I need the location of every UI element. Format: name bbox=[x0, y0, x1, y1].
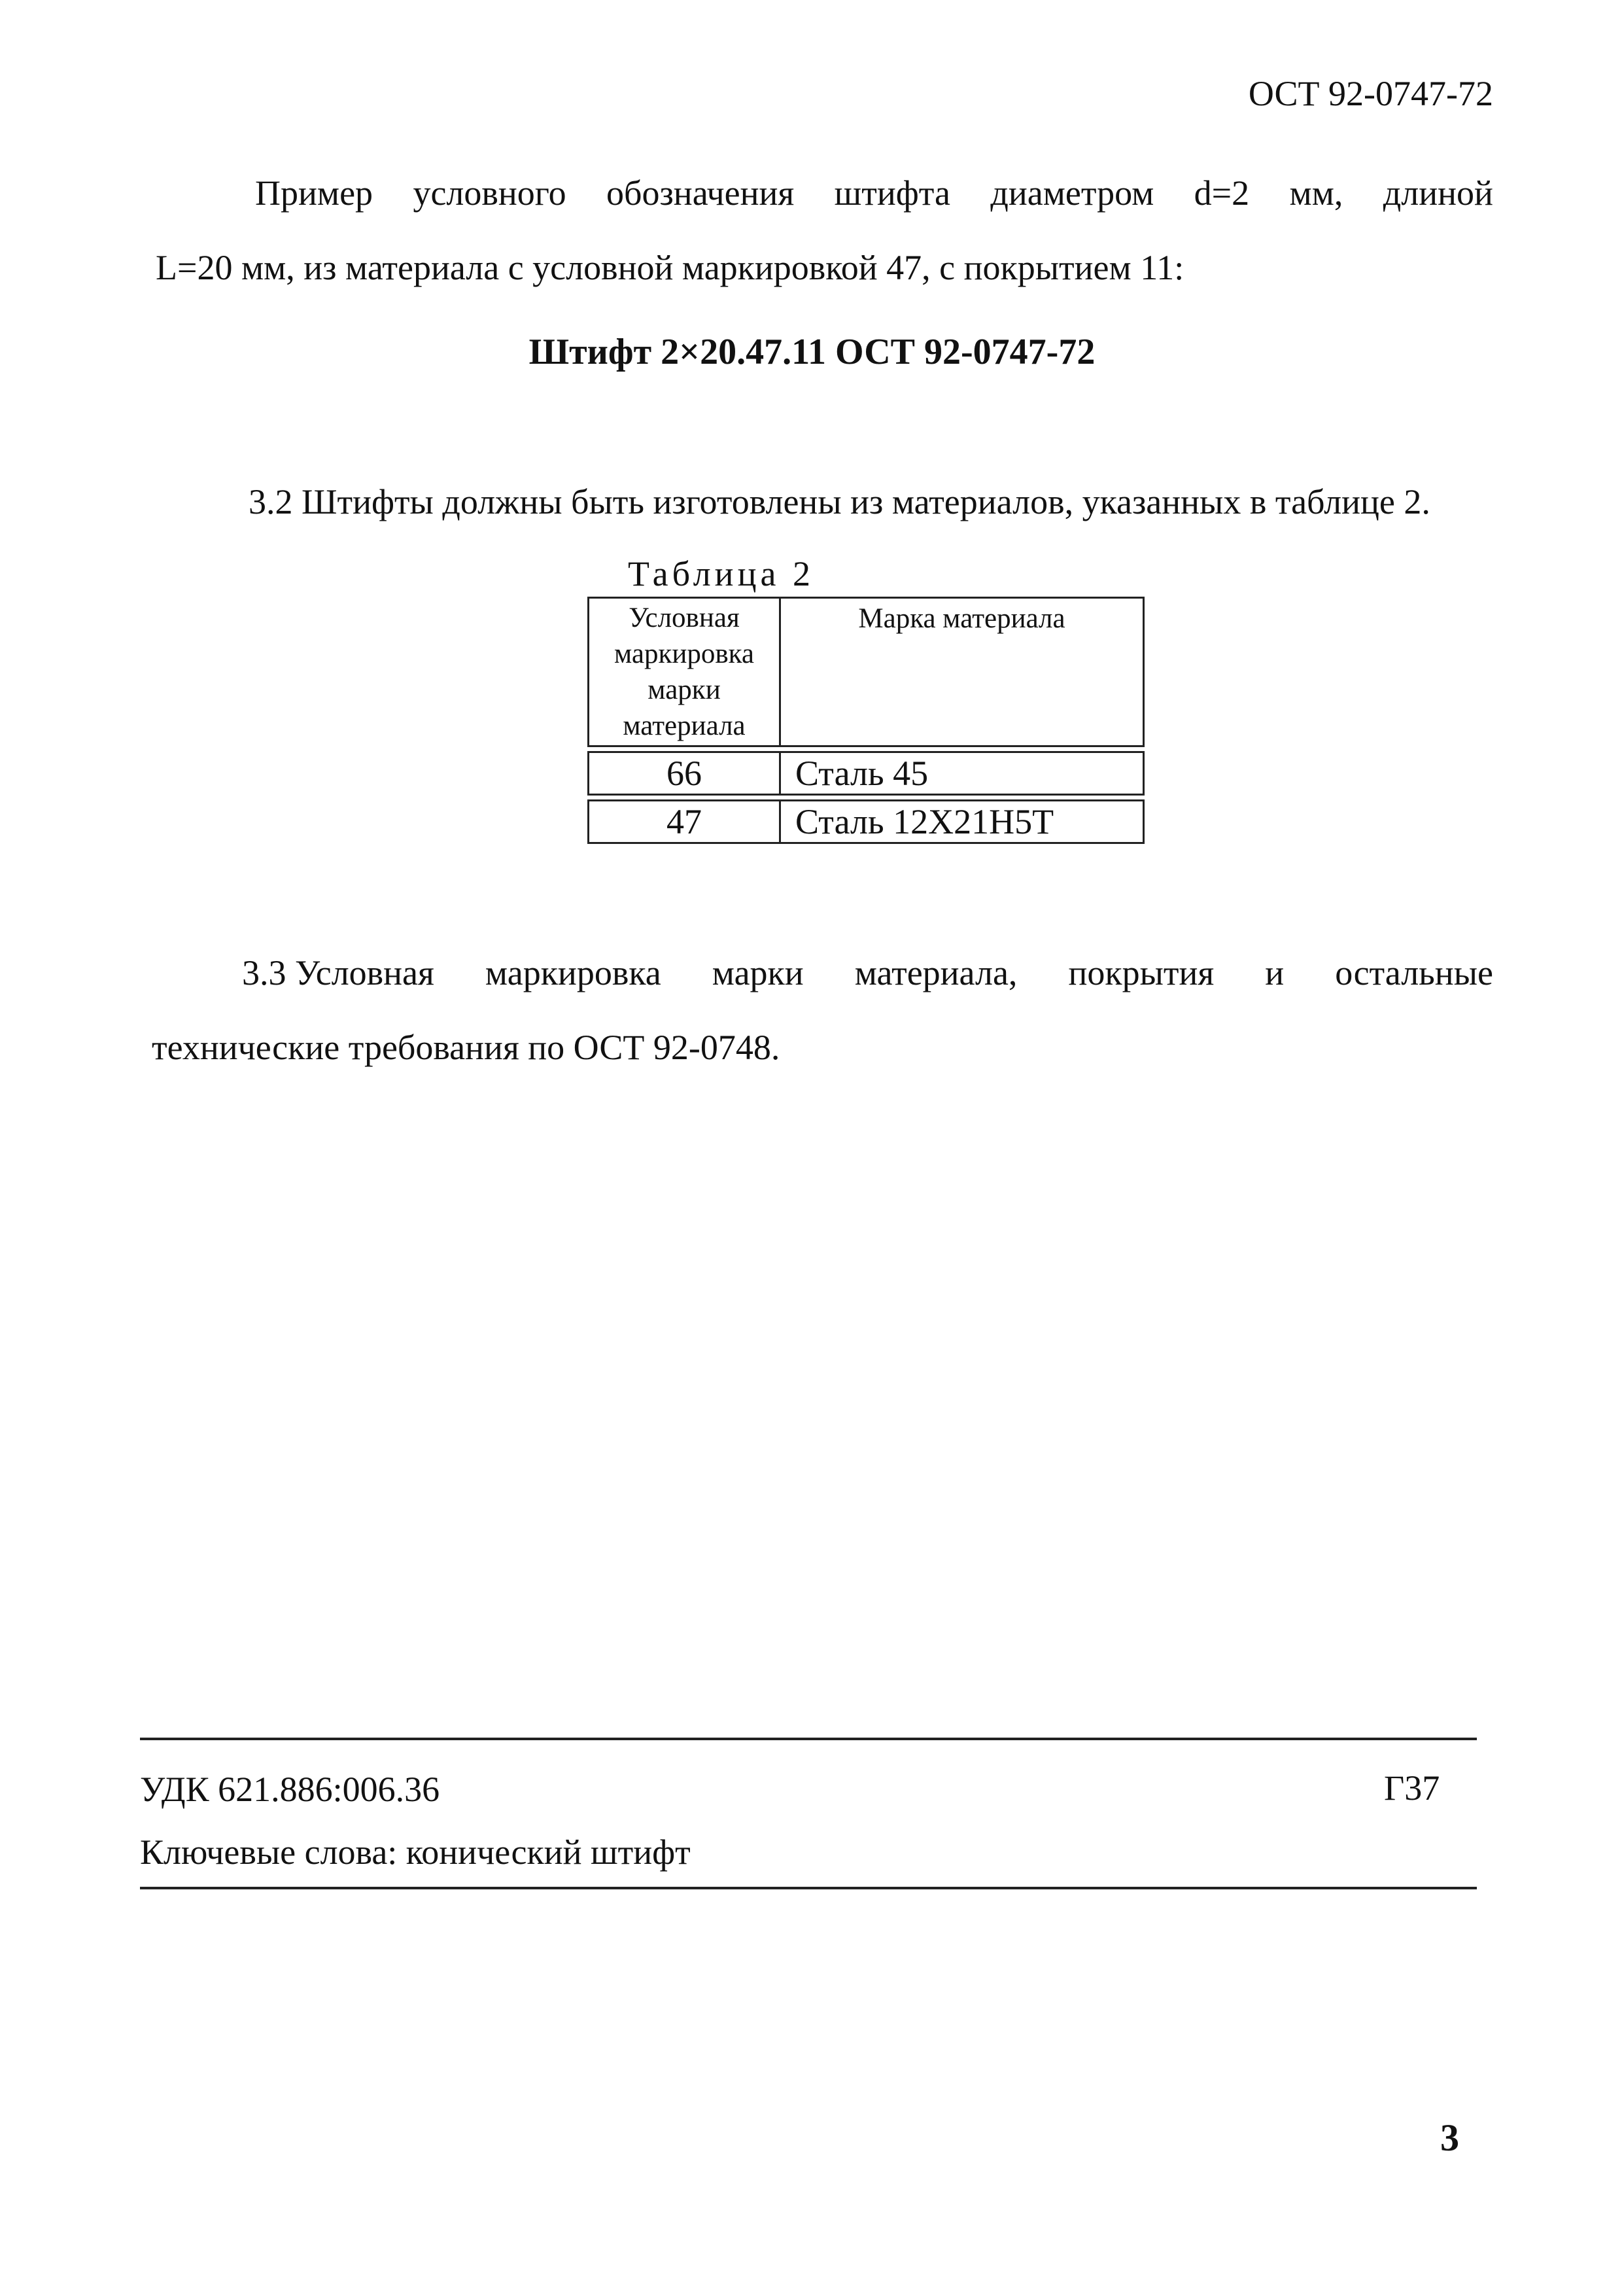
word: штифта bbox=[834, 173, 950, 213]
classifier-code: Г37 bbox=[1384, 1768, 1440, 1808]
footer-bottom-rule bbox=[140, 1887, 1477, 1889]
table-header-row bbox=[589, 598, 1144, 746]
word: мм, bbox=[1289, 173, 1343, 213]
word: покрытия bbox=[1068, 953, 1215, 992]
table-row bbox=[589, 752, 1144, 795]
word: условного bbox=[413, 173, 566, 213]
header-code-cell: Условная маркировка марки материала bbox=[589, 598, 780, 746]
word: обозначения bbox=[606, 173, 795, 213]
code-cell: 47 bbox=[589, 801, 780, 843]
table-caption: Таблица 2 bbox=[628, 554, 814, 593]
document-code: ОСТ 92-0747-72 bbox=[1248, 74, 1493, 113]
clause-3-3-line-1 bbox=[242, 936, 1493, 1010]
table-spacer bbox=[589, 746, 1144, 752]
table-row bbox=[589, 801, 1144, 843]
clause-3-3-line-2: технические требования по ОСТ 92-0748. bbox=[152, 1028, 780, 1067]
clause-3-2: 3.2 Штифты должны быть изготовлены из материалов, указанных в таблице 2. bbox=[249, 482, 1430, 521]
word: диаметром bbox=[990, 173, 1154, 213]
word: маркировка bbox=[485, 953, 661, 992]
word: длиной bbox=[1383, 173, 1493, 213]
materials-table bbox=[587, 597, 1145, 844]
header-material-cell: Марка материала bbox=[780, 598, 1144, 746]
udk-code: УДК 621.886:006.36 bbox=[140, 1770, 440, 1809]
designation-example: Штифт 2×20.47.11 ОСТ 92-0747-72 bbox=[528, 332, 1096, 372]
word: Пример bbox=[255, 173, 373, 213]
material-cell: Сталь 45 bbox=[780, 752, 1144, 795]
material-cell: Сталь 12Х21Н5Т bbox=[780, 801, 1144, 843]
word: остальные bbox=[1335, 953, 1493, 992]
word: марки bbox=[712, 953, 804, 992]
footer-top-rule bbox=[140, 1738, 1477, 1740]
word: и bbox=[1265, 953, 1285, 992]
keywords: Ключевые слова: конический штифт bbox=[140, 1832, 691, 1872]
example-paragraph-line-1 bbox=[255, 156, 1493, 230]
table-spacer bbox=[589, 795, 1144, 801]
page-number: 3 bbox=[1440, 2116, 1459, 2159]
word: 3.3 Условная bbox=[242, 953, 434, 992]
code-cell: 66 bbox=[589, 752, 780, 795]
word: d=2 bbox=[1194, 173, 1250, 213]
word: материала, bbox=[854, 953, 1018, 992]
example-paragraph-line-2: L=20 мм, из материала с условной маркировкой 47, с покрытием 11: bbox=[156, 248, 1184, 287]
